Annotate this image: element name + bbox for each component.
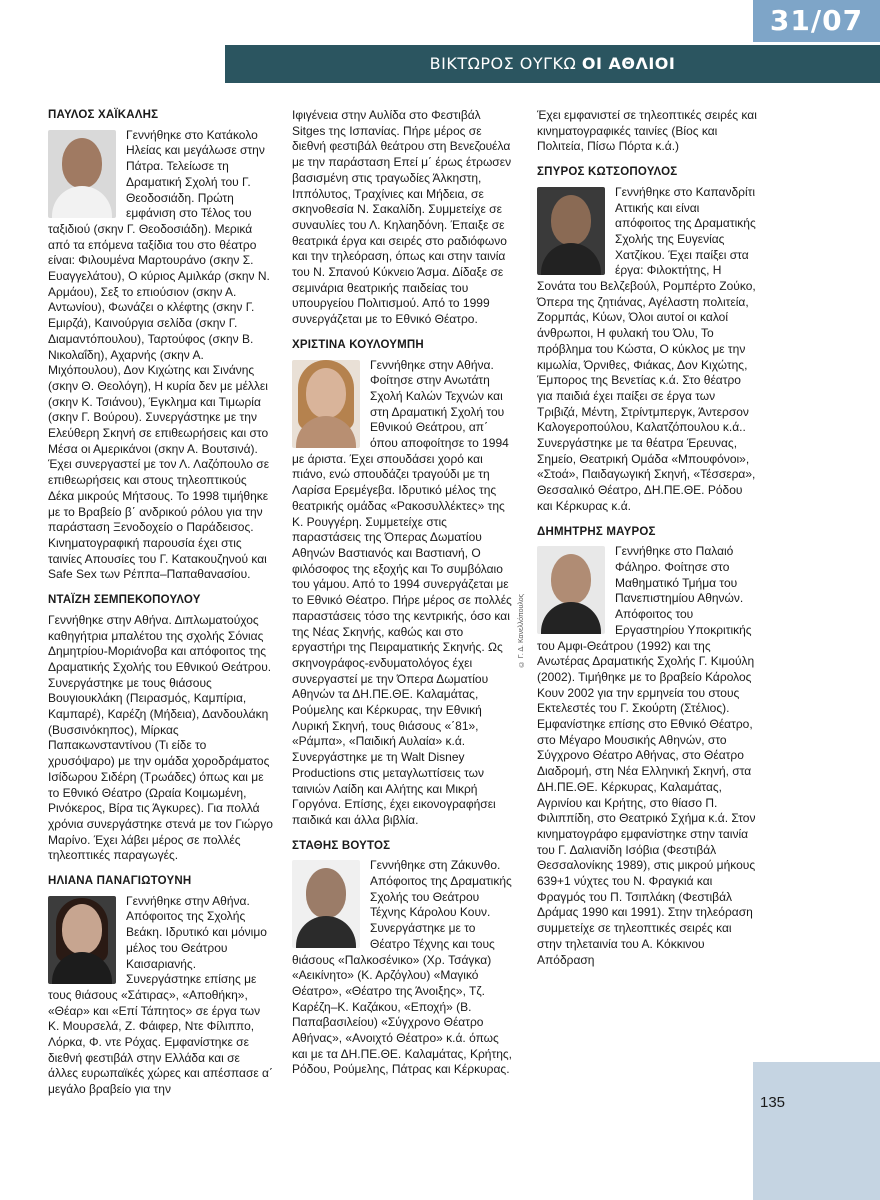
bio-text: Γεννήθηκε στο Καπανδρίτι Αττικής και είναι απόφοιτος της Δραματικής Σχολής της Ευγενίας Χατζίκου. Έχει παίξει στα έργα: Φιλοκτήτης, Η Σονάτα του Βελζεβούλ, Ρομπέρτο Ζούκο, Όπερα της ζητιάνας, Αγέλαστη πολιτεία, Ζορμπάς, Κύων, Όλοι αυτοί οι καλοί άνθρωποι, Η φυλακή του Όλυ, Το πρόβλημα του Κώστα, Ο κύκλος με την κιμωλία, Όρνιθες, Φιάκας, Δον Κιχώτης, Έμπορος της Βενετίας κ.ά. Στο θέατρο για παιδιά έχει παίξει σε έργα των Τριβιζά, Μέντη, Στρίντμπεργκ, Άντερσον Καλογεροπούλου, Καλατζόπουλου κ.ά.. Συνεργάστηκε με τα θέατρα Έρευνας, Σημείο, Θεατρική Ομάδα «Μπουφόνοι», «Στοά», Παιδαγωγική Σκηνή, «Τέσσερα», Θεσσαλικό Θέατρο, ΔΗ.ΠΕ.ΘΕ. Ρόδου και Κέρκυρας κ.ά. (537, 184, 756, 513)
bio-continuation (292, 108, 517, 328)
bio-entry (537, 165, 757, 514)
bio-entry (48, 874, 273, 1098)
play-title: ΟΙ ΑΘΛΙΟΙ (581, 54, 676, 73)
page-number: 135 (760, 1094, 786, 1111)
bio-name: ΔΗΜΗΤΡΗΣ ΜΑΥΡΟΣ (537, 525, 656, 538)
portrait-photo (48, 130, 116, 218)
title-bar (225, 45, 880, 83)
column-1 (48, 108, 273, 1108)
portrait-photo (292, 360, 360, 448)
bio-text: Γεννήθηκε στην Αθήνα. Διπλωματούχος καθηγήτρια μπαλέτου της σχολής Σόνιας Δημητρίου-Μοριάνοβα και απόφοιτος της Δραματικής Σχολής του Εθνικού Θεάτρου. Συνεργάστηκε με τους θιάσους Βουγιουκλάκη (Πειρασμός, Καμπίρια, Καμπαρέ), Καρέζη (Μήδεια), Δανδουλάκη (Βυσσινόκηπος), Μίρκας Παπακωνσταντίνου (Τι είδε το χρυσόψαρο) με την ομάδα χορoδράματος Ισίδωρου Σιδέρη (Τρωάδες) όπως και με το Εθνικό Θέατρο (Ωραία Κοιμωμένη, Ρινόκερος, Βίρα τις Άγκυρες). Για πολλά χρόνια συνεργάστηκε στενά με τον Γιώργο Μαρίνο. Έχει λάβει μέρος σε πολλές τηλεοπτικές παραγωγές. (48, 612, 273, 863)
bio-name: ΝΤΑΪΖΗ ΣΕΜΠΕΚΟΠΟΥΛΟΥ (48, 594, 201, 607)
photo-credit: © Γ. Δ. Κανελλόπουλος (518, 594, 525, 668)
bio-entry (292, 839, 517, 1079)
portrait-photo (537, 187, 605, 275)
bio-text: Γεννήθηκε στο Κατάκολο Ηλείας και μεγάλωσε στην Πάτρα. Τελείωσε τη Δραματική Σχολή του Γ. Θεοδοσιάδη. Πρώτη εμφάνιση στο Τέλος του ταξιδιού (σκην Γ. Θεοδοσιάδη). Μερικά από τα επόμενα ταξίδια του στο θέατρο είναι: Φιλουμένα Μαρτουράνο (σκην Σ. Ευαγγελάτου), Ο κύριος Αμιλκάρ (σκην Ν. Αρμάου), Σεξ το επιούσιον (σκην Α. Αντωνίου), Φωνάζει ο κλέφτης (σκην Γ. Εμιρζά), Καινούργια σελίδα (σκην Γ. Διαμαντόπουλου), Ταρτούφος (σκην Β. Νικολαΐδη), Αχαρνής (σκην Α. Μιχόπουλου), Δον Κιχώτης και Σινάνης (σκην Θ. Θεολόγη), Η κυρία δεν με μέλλει (σκην Κ. Τσιάνου), Έγκλημα και Τιμωρία (σκην Γ. Βούρου). Συνεργάστηκε με την Ελεύθερη Σκηνή σε επιθεωρήσεις και στο Μέσα οι Αμερικάνοι (σκην Α. Βουτσινά). Έχει συνεργαστεί με τον Λ. Λαζόπουλο σε επιθεωρήσεις και στους τηλεοπτικούς Δέκα μικρούς Μήτσους. Το 1998 τιμήθηκε με το Βραβείο β΄ ανδρικού ρόλου για την παράσταση Ξενοδοχείο ο Παράδεισος. Κινηματογραφική παρουσία έχει στις ταινίες Απουσίες του Γ. Κατακουζηνού και Safe Sex των Ρέππα–Παπαθανασίου. (48, 127, 270, 582)
bio-name: ΧΡΙΣΤΙΝΑ ΚΟΥΛΟΥΜΠΗ (292, 338, 424, 351)
bio-name: ΠΑΥΛΟΣ ΧΑΪΚΑΛΗΣ (48, 109, 159, 121)
bio-text: Γεννήθηκε στην Αθήνα. Απόφοιτος της Σχολής Βεάκη. Ιδρυτικό και μόνιμο μέλος του Θεάτρου Καισαριανής. Συνεργάστηκε επίσης με τους θιάσους «Σάτιρας», «Αποθήκη», «Θέαρ» και «Επί Τάπητος» σε έργα των Κ. Μουρσελά, Ζ. Φάιφερ, Ντε Φίλιππο, Λόρκα, Φ. ντε Ρόχας. Εμφανίστηκε σε διεθνή φεστιβάλ στην Ελλάδα και σε άλλες ευρωπαϊκές χώρες και απέσπασε α΄ μεγάλο βραβείο για την (48, 893, 273, 1097)
column-2 (292, 108, 517, 1088)
bio-continuation (537, 108, 757, 155)
portrait-photo (537, 546, 605, 634)
page-tag: 31/07 (753, 0, 880, 42)
bio-text: Έχει εμφανιστεί σε τηλεοπτικές σειρές και κινηματογραφικές ταινίες (Βίος και Πολιτεία, Πίσω Πόρτα κ.ά.) (537, 108, 757, 154)
portrait-photo (48, 896, 116, 984)
bio-name: ΗΛΙΑΝΑ ΠΑΝΑΓΙΩΤΟΥΝΗ (48, 875, 192, 888)
bio-entry (292, 338, 517, 829)
portrait-photo (292, 860, 360, 948)
bio-entry (48, 593, 273, 864)
bio-entry (48, 108, 273, 583)
bio-text: Γεννήθηκε στη Ζάκυνθο. Απόφοιτος της Δραματικής Σχολής του Θεάτρου Τέχνης Κάρολου Κουν. Συνεργάστηκε με το Θέατρο Τέχνης και τους θιάσους «Παλκοσένικο» (Χρ. Τσάγκα) «Αεικίνητο» (Κ. Αρζόγλου) «Μαγικό Θέατρο», «Θέατρο της Άνοιξης», Τζ. Καρέζη–Κ. Καζάκου, «Εποχή» (Β. Παπαβασιλείου) «Σύγχρονο Θέατρο Αθήνας», «Ανοιχτό Θέατρο» κ.ά. όπως και με τα ΔΗ.ΠΕ.ΘΕ. Καλαμάτας, Κρήτης, Ρόδου, Ρούμελης, Πάτρας και Κέρκυρας. (292, 858, 512, 1077)
bio-text: Γεννήθηκε στο Παλαιό Φάληρο. Φοίτησε στο Μαθηματικό Τμήμα του Πανεπιστημίου Αθηνών. Απόφοιτος του Εργαστηρίου Υποκριτικής του Αμφι-Θεάτρου (1992) και της Ανωτέρας Δραματικής Σχολής Γ. Κιμούλη (2002). Τιμήθηκε με το βραβείο Κάρολος Κουν 2002 για την ερμηνεία του στους Εκτελεστές του Γ. Σκούρτη (Στέλιος). Εμφανίστηκε επίσης στο Εθνικό Θέατρο, στο Μέγαρο Μουσικής Αθηνών, στο Σύγχρονο Θέατρο Αθήνας, στο Θέατρο Διαδρομή, στη Νέα Ελληνική Σκηνή, στα ΔΗ.ΠΕ.ΘΕ. Κέρκυρας, Καλαμάτας, Αγρινίου και Κρήτης, στο θίασο Π. Φιλιππίδη, στο Θεατρικό Σχήμα κ.ά. Στον κινηματογράφο εμφανίστηκε στην ταινία του Γ. Δαλιανίδη Ισόβια (Φεστιβάλ Θεσσαλονίκης 1989), στις μικρού μήκους 639+1 νύχτες του Ν. Φραγκιά και Φραγμός του Π. Τσιπλάκη (Φεστιβάλ Δράμας 1990 και 1991). Στην τηλεόραση συμμετείχε σε τηλεοπτικές σειρές και στην τηλεταινία του Α. Κόκκινου Απόδραση (537, 544, 756, 967)
bio-name: ΣΤΑΘΗΣ ΒΟΥΤΟΣ (292, 839, 391, 852)
bio-text: Γεννήθηκε στην Αθήνα. Φοίτησε στην Ανωτάτη Σχολή Καλών Τεχνών και στη Δραματική Σχολή του Εθνικού Θεάτρου, απ΄ όπου αποφοίτησε το 1994 με άριστα. Έχει σπουδάσει χορό και πιάνο, ενώ σπουδάζει τραγούδι με τη Λαρίσα Ερεμέγεβα. Ιδρυτικό μέλος της θεατρικής ομάδας «Ρακοσυλλέκτες» της Κ. Ρουγγέρη. Συμμετείχε στις παραστάσεις της Όπερας Δωματίου Αθηνών Βαστιανός και Βαστιανή, Ο φιλόσοφος της εξοχής και Το συμβόλαιο του γάμου. Από το 1994 συνεργάζεται με το Εθνικό Θέατρο. Πήρε μέρος σε πολλές παραστάσεις τόσο της κεντρικής, όσο και της Νέας Σκηνής, καθώς και στο εργαστήρι της Πειραματικής Σκηνής. Ως σκηνογράφος-ενδυματολόγος έχει συνεργαστεί με την Όπερα Δωματίου Αθηνών τα ΔΗ.ΠΕ.ΘΕ. Καλαμάτας, Ρούμελης και Κέρκυρας, την Εθνική Λυρική Σκηνή, τους θιάσους «΄81», «Ράμπα», «Παιδική Αυλαία» κ.ά. Συνεργάστηκε με τη Walt Disney Productions στις μεταγλωττίσεις των ταινιών Λαίδη και Αλήτης και Μικρή Γοργόνα. Επίσης, έχει εικονογραφήσει παιδικά και άλλα βιβλία. (292, 357, 512, 827)
author-name: ΒΙΚΤΩΡΟΣ ΟΥΓΚΩ (429, 54, 577, 73)
bio-text: Ιφιγένεια στην Αυλίδα στο Φεστιβάλ Sitges της Ισπανίας. Πήρε μέρος σε διεθνή φεστιβάλ θεάτρου στη Βενεζουέλα με την παράσταση Επεί μ΄ έρως έτρωσεν βασισμένη στις τραγωδίες Άλκηστη, Ιππόλυτος, Τραχίνιες και Μήδεια, σε σκηνοθεσία Ν. Σακαλίδη. Συμμετείχε σε συναυλίες του Λ. Κηλαηδόνη. Έπαιξε σε θεατρικά έργα και σειρές στο ραδιόφωνο και την τηλεόραση, όπως και στην ταινία του Ν. Σπανού Κύκνειο Άσμα. Δίδαξε σε σεμινάρια θεατρικής παιδείας του υπουργείου Πολιτισμού. Από το 1999 συνεργάζεται με το Εθνικό Θέατρο. (292, 108, 512, 327)
bio-name: ΣΠΥΡΟΣ ΚΩΤΣΟΠΟΥΛΟΣ (537, 166, 678, 179)
bio-entry (537, 525, 757, 969)
footer-strip (753, 1062, 880, 1200)
column-3 (537, 108, 757, 978)
